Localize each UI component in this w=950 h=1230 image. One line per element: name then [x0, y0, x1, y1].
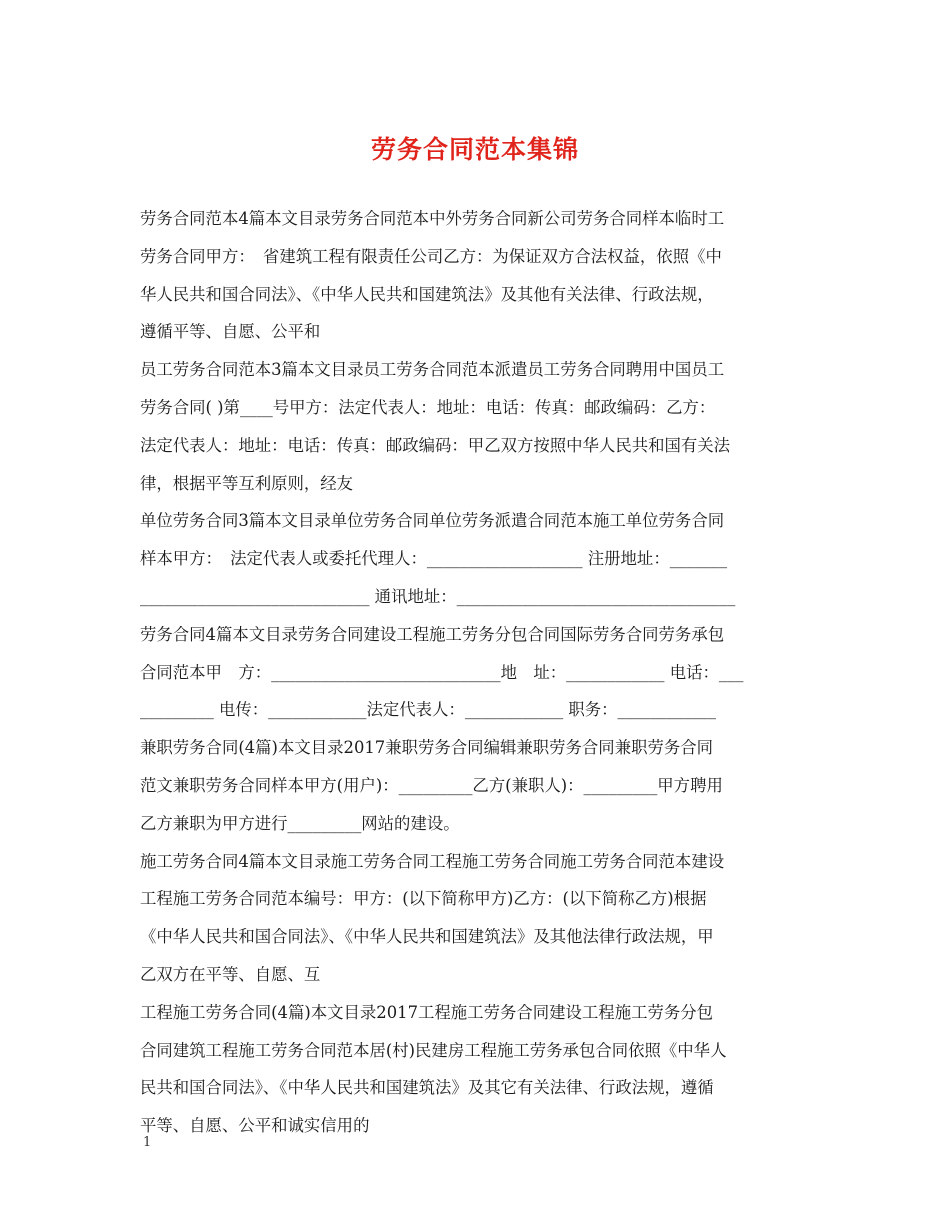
text-line: 劳务合同甲方： 省建筑工程有限责任公司乙方：为保证双方合法权益，依照《中 [140, 246, 722, 266]
document-title: 劳务合同范本集锦 [370, 135, 579, 164]
text-line: 平等、自愿、公平和诚实信用的 [140, 1116, 370, 1136]
text-line: _________ 电传：____________法定代表人：____________ 职务：____________ [140, 700, 716, 720]
text-line: 范文兼职劳务合同样本甲方(用户)：_________乙方(兼职人)：_________甲方聘用 [140, 775, 723, 795]
text-line: 工程施工劳务合同范本编号：甲方：(以下简称甲方)乙方：(以下简称乙方)根据 [140, 889, 707, 909]
text-line: 民共和国合同法》、《中华人民共和国建筑法》及其它有关法律、行政法规，遵循 [140, 1078, 714, 1098]
text-line: 乙双方在平等、自愿、互 [140, 964, 321, 984]
text-line: 《中华人民共和国合同法》、《中华人民共和国建筑法》及其他法律行政法规，甲 [140, 927, 714, 947]
text-line: 遵循平等、自愿、公平和 [140, 322, 321, 342]
document-body [140, 200, 812, 1145]
text-line: 兼职劳务合同(4篇)本文目录2017兼职劳务合同编辑兼职劳务合同兼职劳务合同 [140, 738, 714, 758]
text-line: 员工劳务合同范本3篇本文目录员工劳务合同范本派遣员工劳务合同聘用中国员工 [140, 360, 725, 380]
text-line: ____________________________ 通讯地址：__________________________________ [140, 586, 736, 606]
text-line: 乙方兼职为甲方进行_________网站的建设。 [140, 813, 460, 833]
text-line: 劳务合同( )第____号甲方：法定代表人：地址：电话：传真：邮政编码：乙方： [140, 397, 716, 417]
text-line: 华人民共和国合同法》、《中华人民共和国建筑法》及其他有关法律、行政法规， [140, 284, 714, 304]
text-line: 劳务合同4篇本文目录劳务合同建设工程施工劳务分包合同国际劳务合同劳务承包 [140, 624, 725, 644]
text-line: 法定代表人：地址：电话：传真：邮政编码：甲乙双方按照中华人民共和国有关法 [140, 435, 731, 455]
text-line: 合同建筑工程施工劳务合同范本居(村)民建房工程施工劳务承包合同依照《中华人 [140, 1040, 727, 1060]
text-line: 律，根据平等互利原则，经友 [140, 473, 354, 493]
text-line: 样本甲方： 法定代表人或委托代理人：___________________ 注册地址：_______ [140, 549, 728, 569]
text-line: 劳务合同范本4篇本文目录劳务合同范本中外劳务合同新公司劳务合同样本临时工 [140, 209, 725, 228]
text-line: 单位劳务合同3篇本文目录单位劳务合同单位劳务派遣合同范本施工单位劳务合同 [140, 511, 725, 531]
text-line: 工程施工劳务合同(4篇)本文目录2017工程施工劳务合同建设工程施工劳务分包 [140, 1002, 714, 1022]
text-line: 合同范本甲 方：____________________________地 址：____________ 电话：___ [140, 662, 744, 682]
text-line: 施工劳务合同4篇本文目录施工劳务合同工程施工劳务合同施工劳务合同范本建设 [140, 851, 725, 871]
page-number: 1 [143, 1135, 152, 1150]
